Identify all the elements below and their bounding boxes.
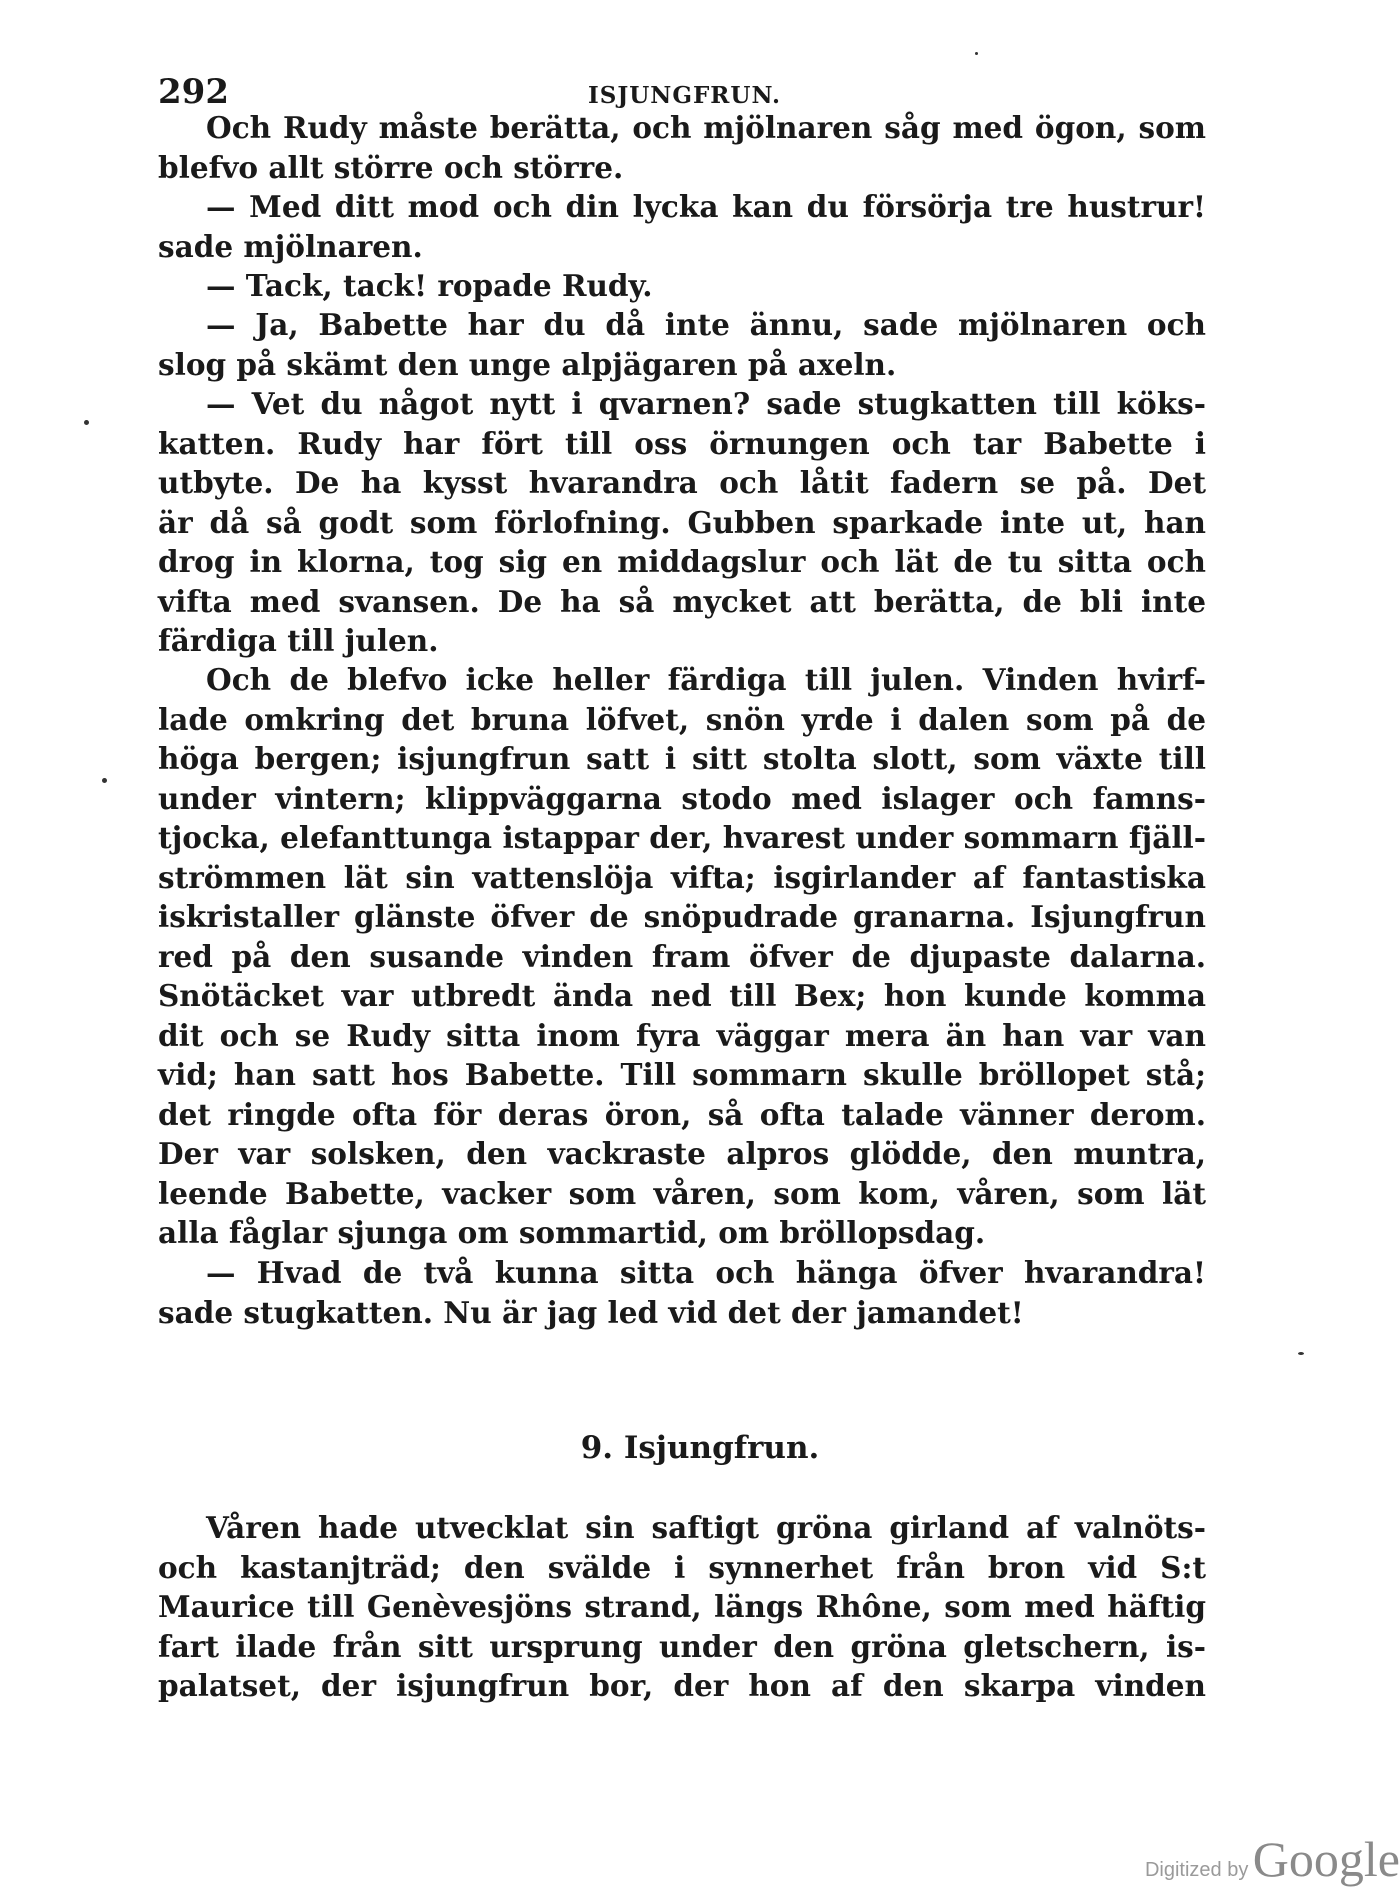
paragraph-4: [158, 305, 1206, 384]
paragraph-3: [158, 266, 1206, 306]
text-line: drog in klorna, tog sig en middagslur och lät de tu sitta och: [158, 544, 1206, 579]
text-line: Och de blefvo icke heller färdiga till julen. Vinden hvirf-: [206, 662, 1206, 697]
text-line: alla fåglar sjunga om sommartid, om bröllopsdag.: [158, 1215, 986, 1250]
text-line: vid; han satt hos Babette. Till sommarn skulle bröllopet stå;: [158, 1057, 1206, 1092]
google-logo: Google: [1252, 1831, 1400, 1887]
text-line: fart ilade från sitt ursprung under den gröna gletschern, is-: [158, 1628, 1206, 1664]
text-line: Der var solsken, den vackraste alpros glödde, den muntra,: [158, 1136, 1206, 1171]
digitized-watermark: [1145, 1830, 1400, 1888]
text-line: sade stugkatten. Nu är jag led vid det der jamandet!: [158, 1294, 1024, 1330]
scan-speck: [975, 52, 978, 55]
text-line: dit och se Rudy sitta inom fyra väggar mera än han var van: [158, 1017, 1206, 1053]
scan-speck: [84, 420, 89, 425]
text-line: leende Babette, vacker som våren, som kom, våren, som lät: [158, 1175, 1206, 1211]
paragraph-5: [158, 384, 1206, 661]
text-line: och kastanjträd; den svälde i synnerhet från bron vid S:t: [158, 1549, 1206, 1585]
text-line: Våren hade utvecklat sin saftigt gröna girland af valnöts-: [206, 1510, 1206, 1545]
paragraph-6: [158, 660, 1206, 1253]
text-line: slog på skämt den unge alpjägaren på axeln.: [158, 346, 897, 382]
text-line: iskristaller glänste öfver de snöpudrade granarna. Isjungfrun: [158, 899, 1206, 934]
text-line: red på den susande vinden fram öfver de djupaste dalarna.: [158, 938, 1206, 974]
text-line: Maurice till Genèvesjöns strand, längs Rhône, som med häftig: [158, 1589, 1206, 1624]
text-line: det ringde ofta för deras öron, så ofta talade vänner derom.: [158, 1096, 1206, 1132]
text-line: katten. Rudy har fört till oss örnungen och tar Babette i: [158, 425, 1206, 461]
page-number: 292: [158, 72, 229, 112]
text-line: palatset, der isjungfrun bor, der hon af den skarpa vinden: [158, 1668, 1206, 1703]
text-line: strömmen lät sin vattenslöja vifta; isgirlander af fantastiska: [158, 859, 1206, 895]
text-line: utbyte. De ha kysst hvarandra och låtit fadern se på. Det: [158, 465, 1206, 500]
text-line: — Tack, tack! ropade Rudy.: [206, 268, 653, 303]
text-line: tjocka, elefanttunga istappar der, hvarest under sommarn fjäll-: [158, 820, 1206, 855]
text-line: vifta med svansen. De ha så mycket att berätta, de bli inte: [158, 583, 1206, 619]
digitized-label: Digitized by: [1144, 1859, 1249, 1881]
text-line: — Hvad de två kunna sitta och hänga öfver hvarandra!: [206, 1255, 1206, 1290]
chapter-heading: 9. Isjungfrun.: [580, 1430, 820, 1466]
paragraph-8: [158, 1508, 1206, 1706]
text-line: blefvo allt större och större.: [158, 149, 624, 185]
text-line: är då så godt som förlofning. Gubben sparkade inte ut, han: [158, 504, 1206, 540]
text-line: under vintern; klippväggarna stodo med islager och famns-: [158, 780, 1206, 816]
text-line: sade mjölnaren.: [158, 228, 423, 264]
scan-speck: [102, 778, 107, 783]
text-line: — Ja, Babette har du då inte ännu, sade mjölnaren och: [206, 307, 1206, 342]
paragraph-7: [158, 1253, 1206, 1332]
text-line: — Vet du något nytt i qvarnen? sade stugkatten till köks-: [206, 386, 1206, 421]
text-line: Och Rudy måste berätta, och mjölnaren såg med ögon, som: [206, 110, 1206, 145]
text-line: lade omkring det bruna löfvet, snön yrde i dalen som på de: [158, 701, 1206, 737]
paragraph-2: [158, 187, 1206, 266]
text-line: — Med ditt mod och din lycka kan du försörja tre hustrur!: [206, 189, 1206, 224]
text-line: Snötäcket var utbredt ända ned till Bex; hon kunde komma: [158, 978, 1206, 1013]
text-line: färdiga till julen.: [158, 623, 439, 658]
running-head: ISJUNGFRUN.: [588, 82, 782, 109]
scan-speck: [1298, 1352, 1304, 1355]
text-line: höga bergen; isjungfrun satt i sitt stolta slott, som växte till: [158, 741, 1206, 776]
paragraph-1: [158, 108, 1206, 187]
